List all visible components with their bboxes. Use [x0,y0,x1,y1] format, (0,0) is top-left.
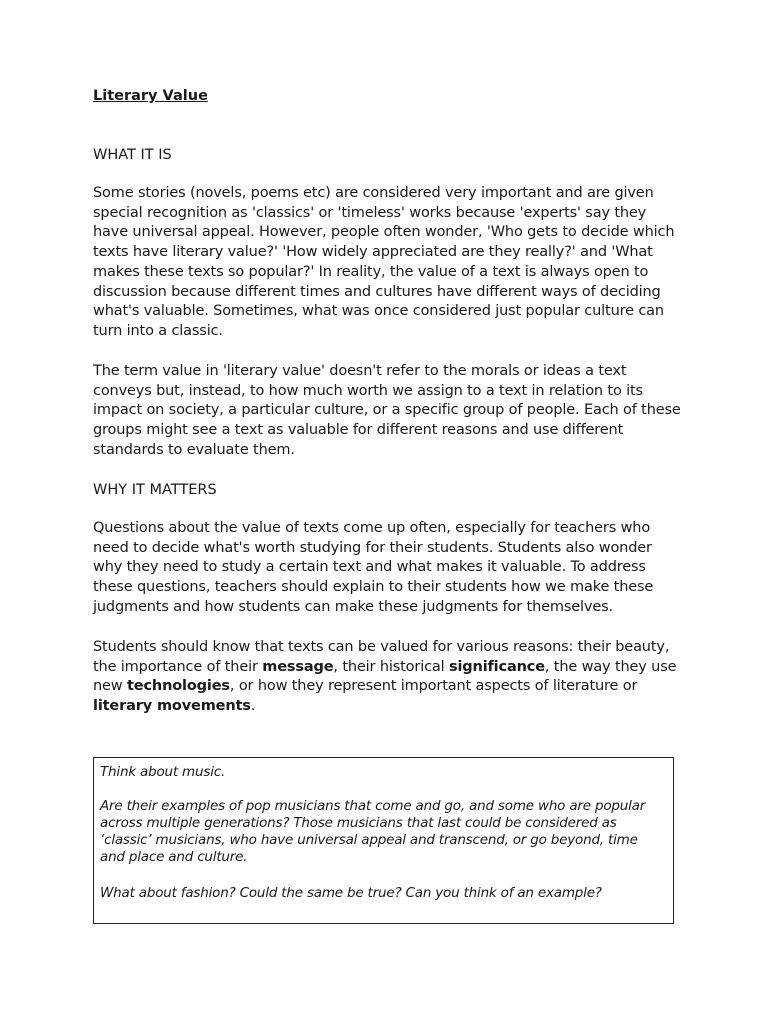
box-question-musicians: Are their examples of pop musicians that come and go, and some who are popular across multiple generations? Those musicians that last could be considered as ‘classic’ musicians, who have universal appeal and transcend, or go beyond, time and place and culture. [100,798,646,865]
paragraph-what-it-is-2: The term value in 'literary value' doesn't refer to the morals or ideas a text conveys but, instead, to how much worth we assign to a text in relation to its impact on society, a particular culture, or a specific group of people. Each of these groups might see a text as valuable for different reasons and use different standards to evaluate them. [93,363,681,458]
discussion-box [93,757,674,924]
section-heading-what-it-is: WHAT IT IS [93,147,172,163]
bold-term-technologies: technologies [126,678,230,695]
paragraph-text: , the way they use new [93,658,677,695]
box-prompt-music: Think about music. [100,764,226,780]
paragraph-why-it-matters-2 [93,638,683,717]
paragraph-text: Students should know that texts can be valued for various reasons: their beauty, the importance of their [93,639,670,675]
paragraph-why-it-matters-1: Questions about the value of texts come up often, especially for teachers who need to decide what's worth studying for their students. Students also wonder why they need to study a certain text and what makes it valuable. To address these questions, teachers should explain to their students how we make these judgments and how students can make these judgments for themselves. [93,520,654,615]
box-question-fashion: What about fashion? Could the same be true? Can you think of an example? [100,885,602,901]
paragraph-text: , or how they represent important aspects of literature or [229,678,638,695]
paragraph-what-it-is-1: Some stories (novels, poems etc) are considered very important and are given special recognition as 'classics' or 'timeless' works because 'experts' say they have universal appeal. However, people often wonder, 'Who gets to decide which texts have literary value?' 'How widely appreciated are they really?' and 'What makes these texts so popular?' In reality, the value of a text is always open to discussion because different times and cultures have different ways of deciding what's valuable. Sometimes, what was once considered just popular culture can turn into a classic. [93,185,675,339]
paragraph-text: , their historical [333,658,449,675]
bold-term-message: message [262,658,334,675]
bold-term-literary-movements: literary movements [93,698,251,715]
document-title: Literary Value [93,88,208,104]
paragraph-text: . [250,698,256,715]
section-heading-why-it-matters: WHY IT MATTERS [93,482,217,498]
bold-term-significance: significance [449,658,545,675]
